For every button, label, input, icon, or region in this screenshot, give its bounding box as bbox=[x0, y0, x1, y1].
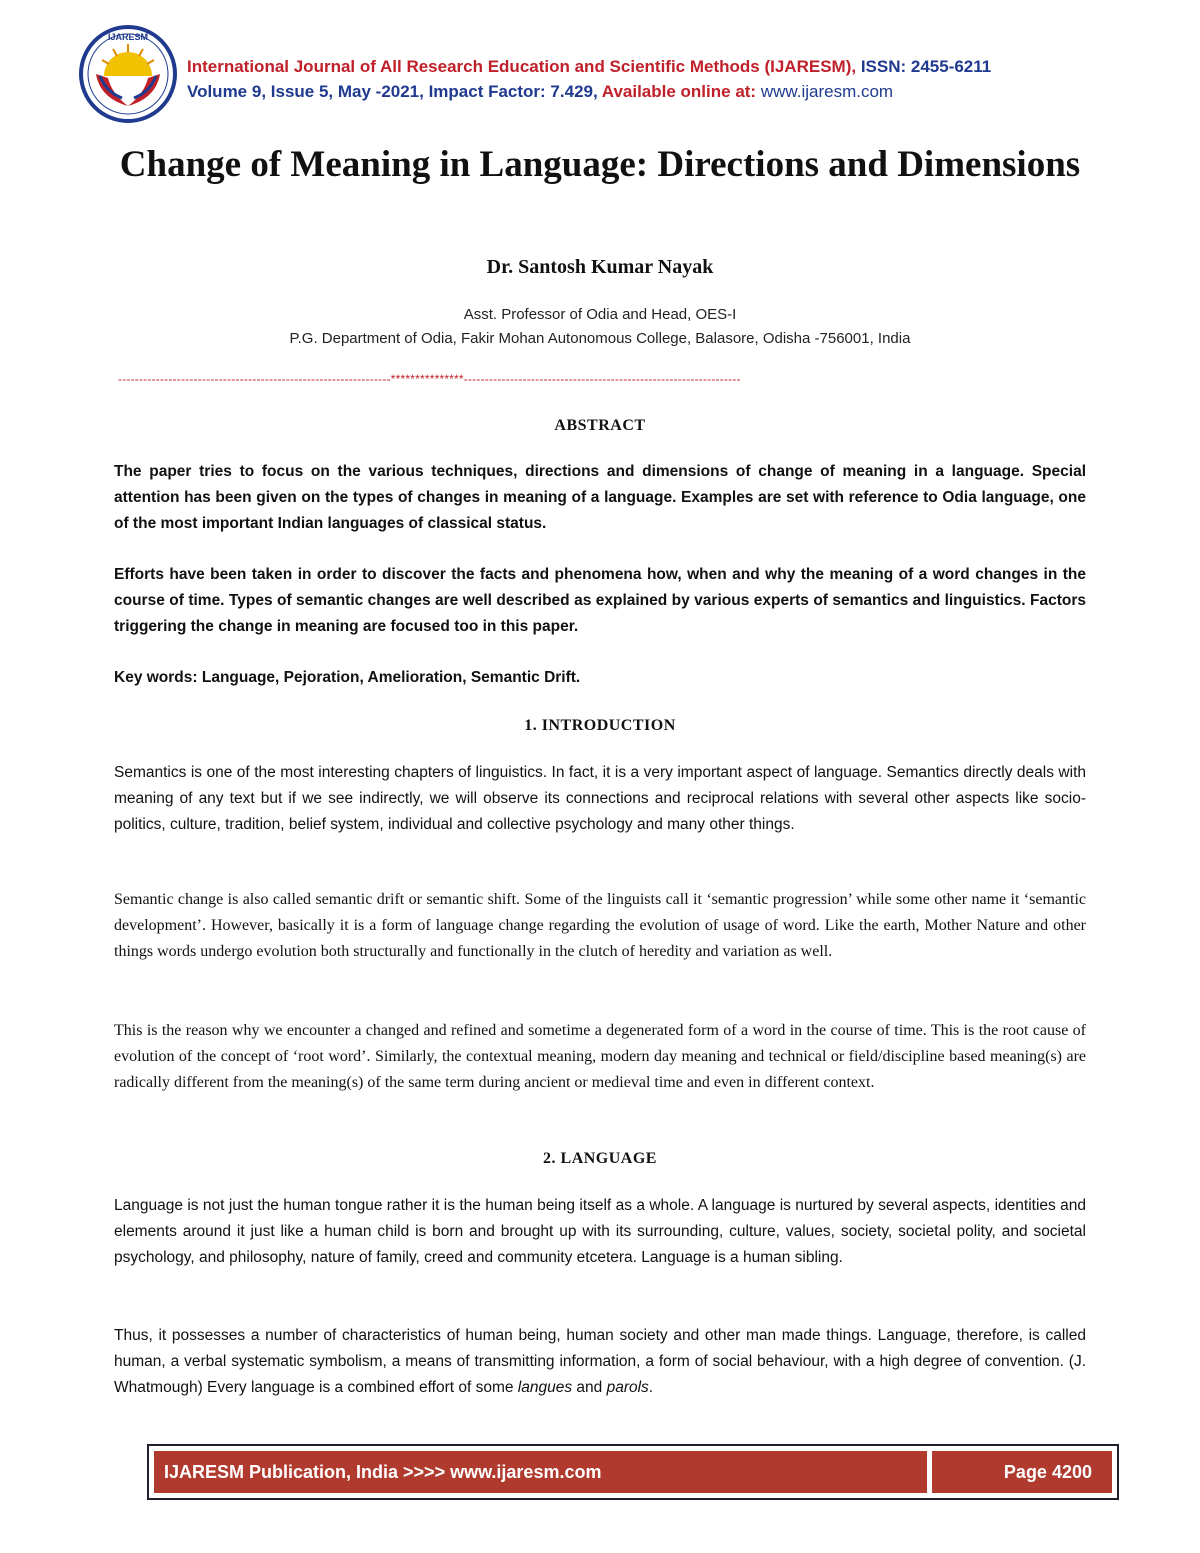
footer-page-number: Page 4200 bbox=[1003, 1462, 1092, 1482]
logo-text: IJARESM bbox=[107, 32, 149, 42]
body-paragraph: Language is not just the human tongue rather it is the human being itself as a whole. A language is nurtured by several aspects, identities and elements around it just like a human child is born and brought up with its surrounding, culture, values, society, societal polity, and societal psychology, and philosophy, nature of family, creed and community etcetera. Language is a human sibling. bbox=[114, 1197, 1086, 1266]
abstract-paragraph: The paper tries to focus on the various techniques, directions and dimensions of change of meaning in a language. Special attention has been given on the types of changes in meaning of a language. Examples are set with reference to Odia language, one of the most important Indian languages of classical status. bbox=[114, 463, 1086, 532]
journal-name: International Journal of All Research Education and Scientific Methods (IJARESM), bbox=[187, 57, 861, 76]
journal-logo bbox=[78, 24, 178, 124]
keywords: Key words: Language, Pejoration, Amelioration, Semantic Drift. bbox=[114, 669, 581, 686]
paragraph-text: Thus, it possesses a number of characteristics of human being, human society and other man made things. Language, therefore, is called human, a verbal systematic symbolism, a means of transmitting information, a form of social behaviour, with a high degree of convention. (J. Whatmough) Every language is a combined effort of some bbox=[114, 1327, 1086, 1396]
abstract-paragraph: Efforts have been taken in order to discover the facts and phenomena how, when and why the meaning of a word changes in the course of time. Types of semantic changes are well described as explained by various experts of semantics and linguistics. Factors triggering the change in meaning are focused too in this paper. bbox=[114, 566, 1086, 635]
section-heading-language: 2. LANGUAGE bbox=[543, 1150, 657, 1167]
italic-term-langues: langues bbox=[517, 1379, 573, 1396]
footer-bar bbox=[154, 1451, 1112, 1493]
body-paragraph: Semantic change is also called semantic drift or semantic shift. Some of the linguists call it ‘semantic progression’ while some other name it ‘semantic development’. However, basically it is a form of language change regarding the evolution of usage of word. Like the earth, Mother Nature and other things words undergo evolution both structurally and functionally in the clutch of heredity and variation as well. bbox=[114, 891, 1086, 960]
paragraph-text: . bbox=[648, 1379, 654, 1396]
author-affiliation-line1: Asst. Professor of Odia and Head, OES-I bbox=[463, 306, 737, 323]
journal-header-line1 bbox=[187, 57, 991, 77]
footer-publication: IJARESM Publication, India >>>> www.ijaresm.com bbox=[164, 1462, 602, 1482]
journal-website-link[interactable]: www.ijaresm.com bbox=[760, 82, 894, 101]
section-heading-introduction: 1. INTRODUCTION bbox=[524, 717, 676, 734]
available-online-label: Available online at: bbox=[601, 82, 761, 101]
page-footer bbox=[147, 1444, 1119, 1500]
author-affiliation-line2: P.G. Department of Odia, Fakir Mohan Autonomous College, Balasore, Odisha -756001, India bbox=[289, 330, 911, 347]
paragraph-text: and bbox=[572, 1379, 607, 1396]
journal-volume-info: Volume 9, Issue 5, May -2021, Impact Factor: 7.429, bbox=[187, 82, 602, 101]
paper-title: Change of Meaning in Language: Directions and Dimensions bbox=[119, 144, 1081, 185]
italic-term-parols: parols bbox=[606, 1379, 649, 1396]
journal-header-line2 bbox=[187, 82, 893, 102]
abstract-heading: ABSTRACT bbox=[554, 417, 646, 434]
section-separator: -----------------------------------------------------------------***************------------------------------------------------------------------ bbox=[118, 372, 741, 386]
paper-author: Dr. Santosh Kumar Nayak bbox=[486, 256, 714, 278]
body-paragraph: This is the reason why we encounter a changed and refined and sometime a degenerated form of a word in the course of time. This is the root cause of evolution of the concept of ‘root word’. Similarly, the contextual meaning, modern day meaning and technical or field/discipline based meaning(s) are radically different from the meaning(s) of the same term during ancient or medieval time and even in different context. bbox=[114, 1022, 1086, 1091]
journal-issn: ISSN: 2455-6211 bbox=[860, 57, 992, 76]
body-paragraph-last bbox=[114, 1323, 1086, 1401]
body-paragraph: Semantics is one of the most interesting chapters of linguistics. In fact, it is a very important aspect of language. Semantics directly deals with meaning of any text but if we see indirectly, we will observe its connections and reciprocal relations with several other aspects like socio-politics, culture, tradition, belief system, individual and collective psychology and many other things. bbox=[114, 764, 1086, 833]
